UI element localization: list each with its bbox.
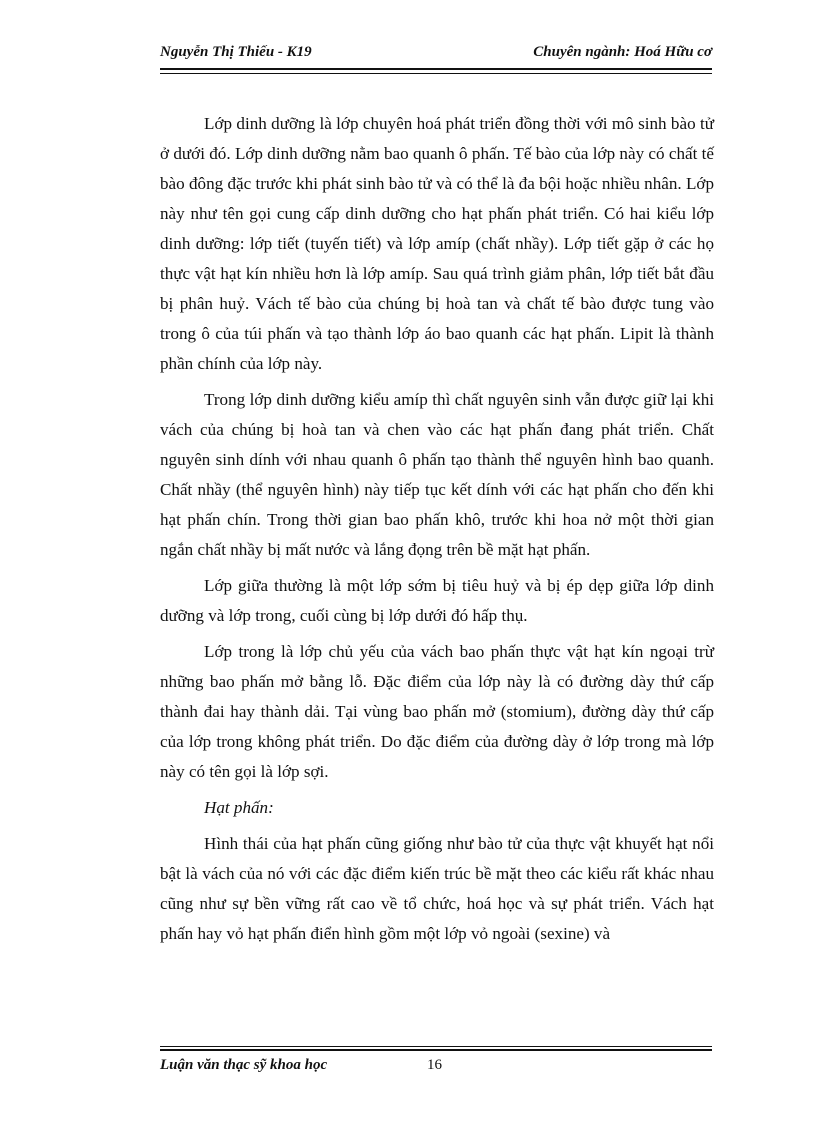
document-body — [160, 109, 714, 955]
paragraph: Hình thái của hạt phấn cũng giống như bào tử của thực vật khuyết hạt nổi bật là vách của nó với các đặc điểm kiến trúc bề mặt theo các kiểu rất khác nhau cũng như sự bền vững rất cao về tổ chức, hoá học và sự phát triển. Vách hạt phấn hay vỏ hạt phấn điển hình gồm một lớp vỏ ngoài (sexine) và — [160, 834, 714, 943]
paragraph: Lớp trong là lớp chủ yếu của vách bao phấn thực vật hạt kín ngoại trừ những bao phấn mở bằng lỗ. Đặc điểm của lớp này là có đường dày thứ cấp thành đai hay thành dải. Tại vùng bao phấn mở (stomium), đường dày thứ cấp của lớp trong không phát triển. Do đặc điểm của đường dày ở lớp trong mà lớp này có tên gọi là lớp sợi. — [160, 642, 714, 781]
header-author: Nguyễn Thị Thiếu - K19 — [160, 44, 312, 60]
page-number: 16 — [427, 1057, 442, 1073]
page-header — [160, 44, 712, 61]
paragraph: Lớp giữa thường là một lớp sớm bị tiêu huỷ và bị ép dẹp giữa lớp dinh dưỡng và lớp trong, cuối cùng bị lớp dưới đó hấp thụ. — [160, 576, 714, 625]
section-heading: Hạt phấn: — [204, 798, 274, 817]
footer-thesis-label: Luận văn thạc sỹ khoa học — [160, 1057, 328, 1073]
header-rule — [160, 68, 712, 74]
page-footer — [160, 1057, 712, 1074]
header-specialty: Chuyên ngành: Hoá Hữu cơ — [533, 44, 712, 60]
paragraph: Trong lớp dinh dưỡng kiểu amíp thì chất nguyên sinh vẫn được giữ lại khi vách của chúng bị hoà tan và chen vào các hạt phấn đang phát triển. Chất nguyên sinh dính với nhau quanh ô phấn tạo thành thể nguyên hình bao quanh. Chất nhầy (thể nguyên hình) này tiếp tục kết dính với các hạt phấn cho đến khi hạt phấn chín. Trong thời gian bao phấn khô, trước khi hoa nở một thời gian ngắn chất nhầy bị mất nước và lắng đọng trên bề mặt hạt phấn. — [160, 390, 714, 559]
paragraph: Lớp dinh dưỡng là lớp chuyên hoá phát triển đồng thời với mô sinh bào tử ở dưới đó. Lớp dinh dưỡng nằm bao quanh ô phấn. Tế bào của lớp này có chất tế bào đông đặc trước khi phát sinh bào tử và có thể là đa bội hoặc nhiều nhân. Lớp này như tên gọi cung cấp dinh dưỡng cho hạt phấn phát triển. Có hai kiểu lớp dinh dưỡng: lớp tiết (tuyến tiết) và lớp amíp (chất nhầy). Lớp tiết gặp ở các họ thực vật hạt kín nhiều hơn là lớp amíp. Sau quá trình giảm phân, lớp tiết bắt đầu bị phân huỷ. Vách tế bào của chúng bị hoà tan và chất tế bào được tung vào trong ô của túi phấn và tạo thành lớp áo bao quanh các hạt phấn. Lipit là thành phần chính của lớp này. — [160, 114, 714, 373]
footer-rule — [160, 1046, 712, 1051]
